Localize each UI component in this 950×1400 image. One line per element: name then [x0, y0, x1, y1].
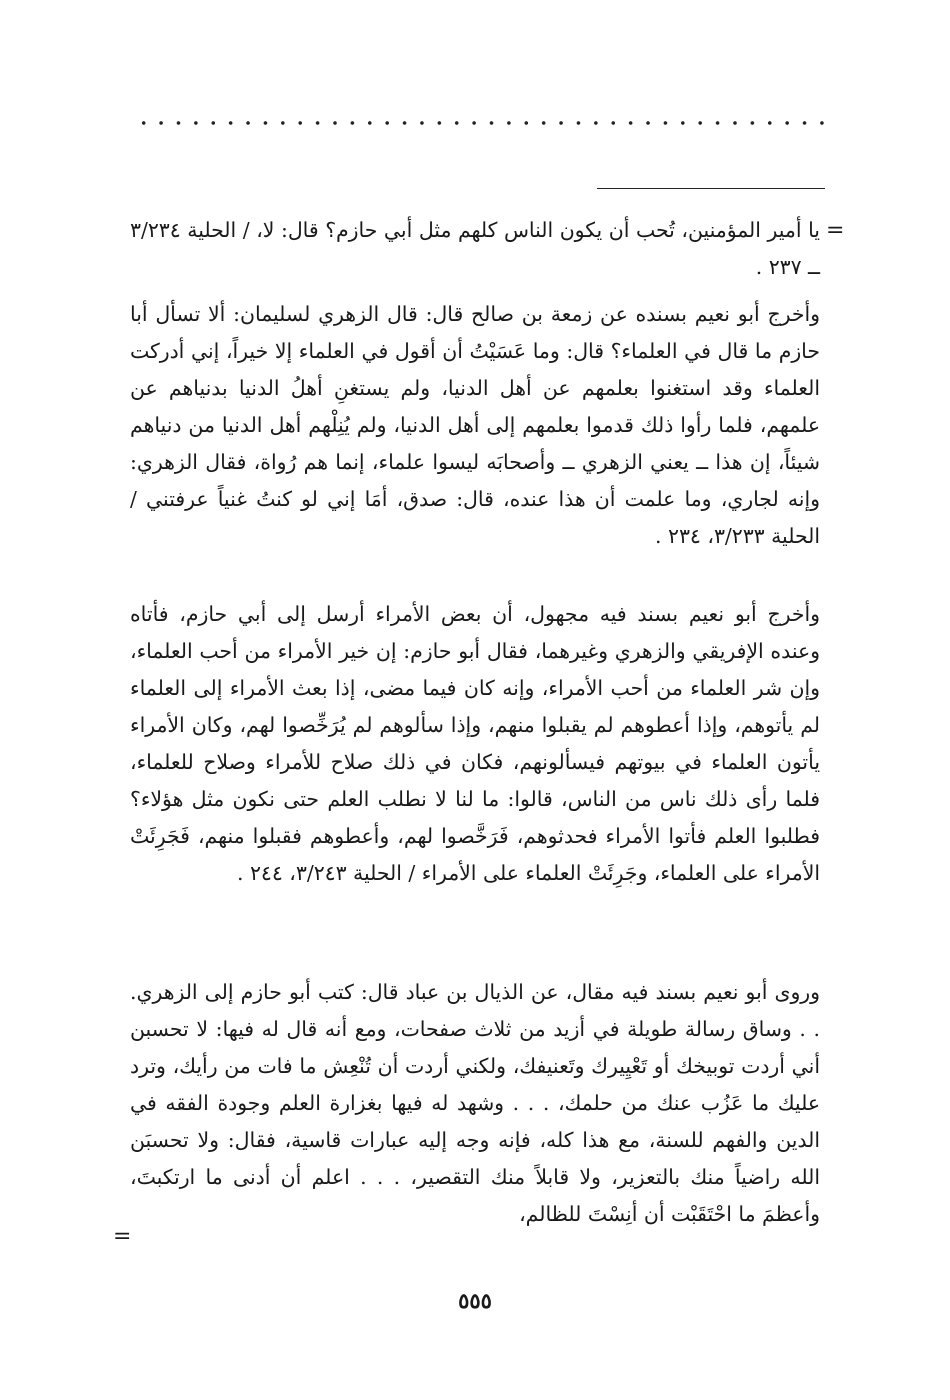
footnote-paragraph-zuhri-sulayman	[130, 296, 820, 555]
footnote-paragraph-continued	[130, 212, 820, 286]
footnote-continued-mark: =	[826, 218, 845, 243]
header-dotted-rule	[135, 118, 825, 128]
paragraph-text: وروى أبو نعيم بسند فيه مقال، عن الذيال بن عباد قال: كتب أبو حازم إلى الزهري. . . وساق رسالة طويلة في أزيد من ثلاث صفحات، ومع أنه قال له فيها: لا تحسبن أني أردت توبيخك أو تَعْيِيرك وتَعنيفك، ولكني أردت أن تُنْعِش ما فات من رأيك، وترد عليك ما عَزُب عنك من حلمك، . . . وشهد له فيها بغزارة العلم وجودة الفقه في الدين والفهم للسنة، مع هذا كله، فإنه وجه إليه عبارات قاسية، فقال: ولا تحسبَن الله راضياً منك بالتعزير، ولا قابلاً منك التقصير، . . . اعلم أن أدنى ما ارتكبتَ، وأعظمَ ما احْتَقَبْت أن أنِسْتَ للظالم،	[130, 980, 820, 1226]
page-number: ٥٥٥	[458, 1288, 492, 1313]
footnote-continues-mark: =	[113, 1224, 132, 1249]
paragraph-text: وأخرج أبو نعيم بسند فيه مجهول، أن بعض الأمراء أرسل إلى أبي حازم، فأتاه وعنده الإفريقي والزهري وغيرهما، فقال أبو حازم: إن خير الأمراء من أحب العلماء، وإن شر العلماء من أحب الأمراء، وإنه كان فيما مضى، إذا بعث الأمراء إلى العلماء لم يأتوهم، وإذا أعطوهم لم يقبلوا منهم، وإذا سألوهم لم يُرَخِّصوا لهم، وكان الأمراء يأتون العلماء في بيوتهم فيسألونهم، فكان في ذلك صلاح للأمراء وصلاح للعلماء، فلما رأى ذلك ناس من الناس، قالوا: ما لنا لا نطلب العلم حتى نكون مثل هؤلاء؟ فطلبوا العلم فأتوا الأمراء فحدثوهم، فَرَخَّصوا لهم، وأعطوهم فقبلوا منهم، فَجَرِئَتْ الأمراء على العلماء، وجَرِئَتْ العلماء على الأمراء / الحلية ٣/٢٤٣، ٢٤٤ .	[130, 602, 820, 885]
paragraph-text: وأخرج أبو نعيم بسنده عن زمعة بن صالح قال: قال الزهري لسليمان: ألا تسأل أبا حازم ما قال في العلماء؟ قال: وما عَسَيْتُ أن أقول في العلماء إلا خيراً، إني أدركت العلماء وقد استغنوا بعلمهم عن أهل الدنيا، ولم يستغنِ أهلُ الدنيا بدنياهم عن علمهم، فلما رأوا ذلك قدموا بعلمهم إلى أهل الدنيا، ولم يُنِلْهم أهل الدنيا من دنياهم شيئاً، إن هذا ــ يعني الزهري ــ وأصحابَه ليسوا علماء، إنما هم رُواة، فقال الزهري: وإنه لجاري، وما علمت أن هذا عنده، قال: صدق، أمَا إني لو كنتُ غنياً عرفتني / الحلية ٣/٢٣٣، ٢٣٤ .	[130, 302, 820, 548]
footnote-paragraph-letter	[130, 974, 820, 1233]
footnote-paragraph-amir	[130, 596, 820, 892]
footnote-separator-line	[597, 188, 825, 189]
paragraph-text: يا أمير المؤمنين، تُحب أن يكون الناس كلهم مثل أبي حازم؟ قال: لا، / الحلية ٣/٢٣٤ ــ ٢٣٧ .	[130, 218, 820, 279]
